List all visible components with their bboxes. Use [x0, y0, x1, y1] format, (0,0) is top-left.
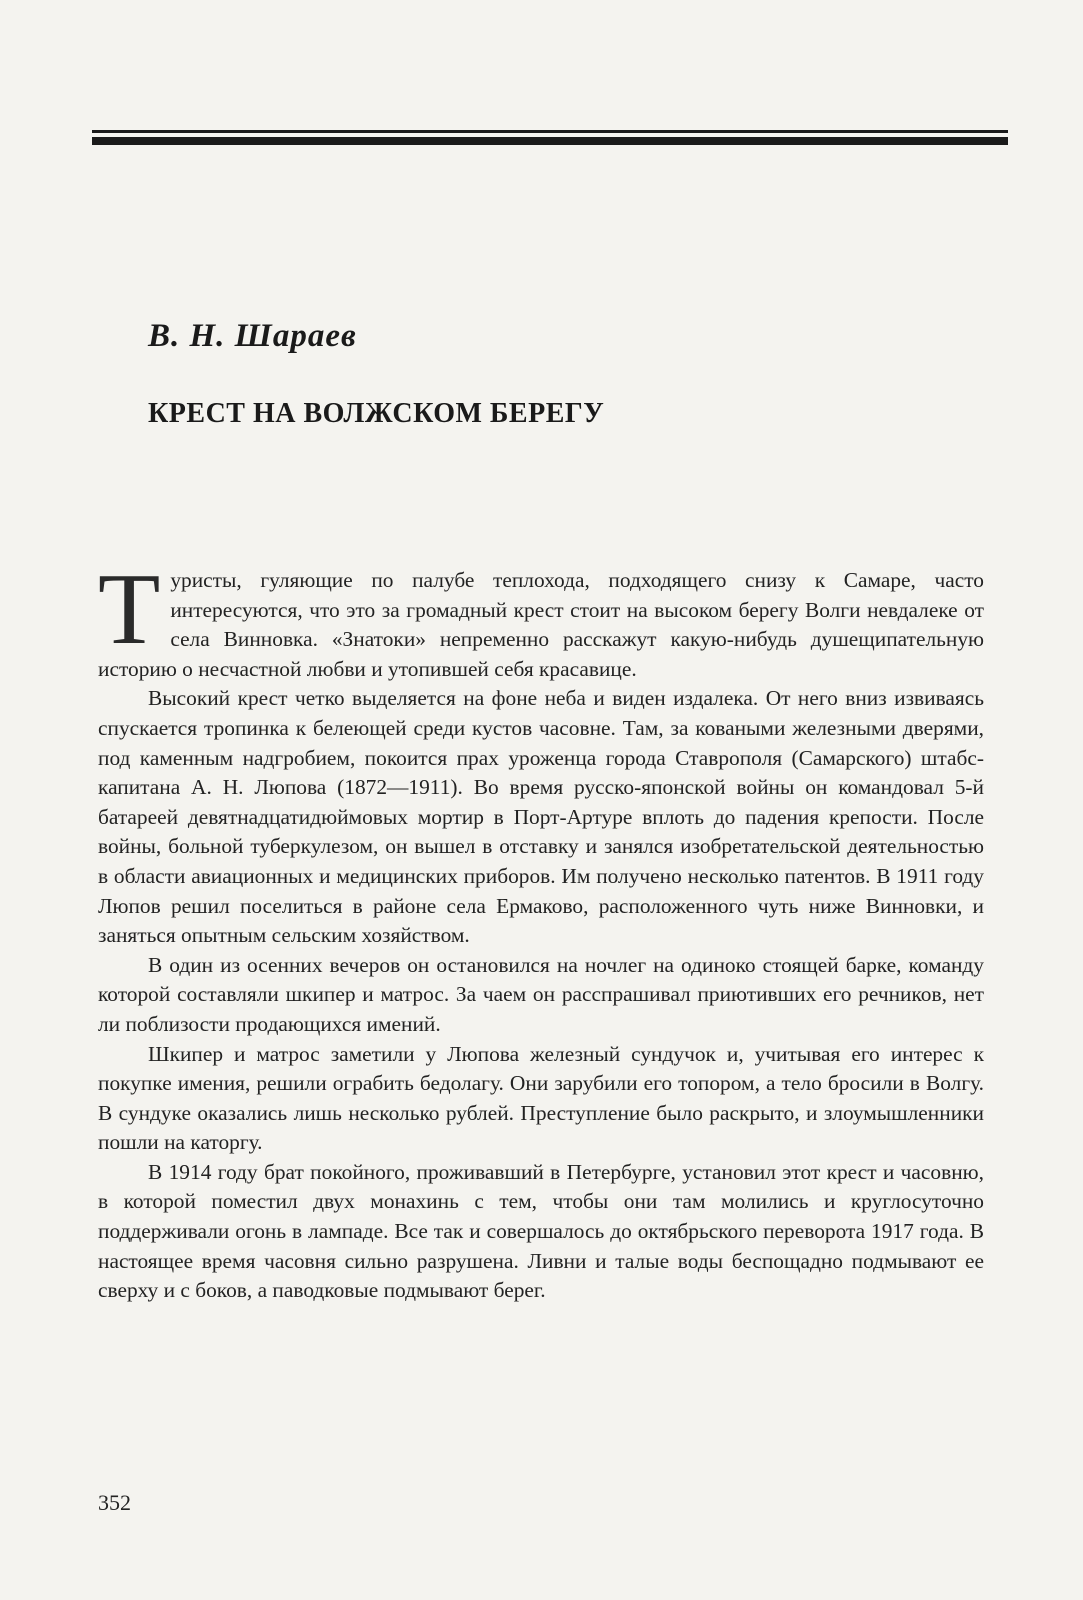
paragraph-2: Высокий крест четко выделяется на фоне неба и виден издалека. От него вниз извиваясь спускается тропинка к белеющей среди кустов часовне. Там, за коваными железными дверями, под каменным надгробием, покоится прах уроженца города Ставрополя (Самарского) штабс-капитана А. Н. Люпова (1872—1911). Во время русско-японской войны он командовал 5-й батареей девятнадцатидюймовых мортир в Порт-Артуре вплоть до падения крепости. После войны, больной туберкулезом, он вышел в отставку и занялся изобретательской деятельностью в области авиационных и медицинских приборов. Им получено несколько патентов. В 1911 году Люпов решил поселиться в районе села Ермаково, расположенного чуть ниже Винновки, и заняться опытным сельским хозяйством. — [98, 686, 984, 948]
paragraph-1-text: уристы, гуляющие по палубе теплохода, подходящего снизу к Самаре, часто интересуются, что это за громадный крест стоит на высоком берегу Волги невдалеке от села Винновка. «Знатоки» непременно расскажут какую-нибудь душещипательную историю о несчастной любви и утопившей себя красавице. — [98, 568, 984, 681]
drop-cap: Т — [98, 553, 161, 666]
header-rule-thin — [92, 130, 1008, 133]
article-title: КРЕСТ НА ВОЛЖСКОМ БЕРЕГУ — [148, 398, 605, 429]
paragraph-4: Шкипер и матрос заметили у Люпова железный сундучок и, учитывая его интерес к покупке имения, решили ограбить бедолагу. Они зарубили его топором, а тело бросили в Волгу. В сундуке оказались лишь несколько рублей. Преступление было раскрыто, и злоумышленники пошли на каторгу. — [98, 1041, 984, 1155]
page-number: 352 — [98, 1490, 131, 1515]
paragraph-1 — [98, 553, 984, 684]
paragraph-5: В 1914 году брат покойного, проживавший в Петербурге, установил этот крест и часовню, в которой поместил двух монахинь с тем, чтобы они там молились и круглосуточно поддерживали огонь в лампаде. Все так и совершалось до октябрьского переворота 1917 года. В настоящее время часовня сильно разрушена. Ливни и талые воды беспощадно подмывают ее сверху и с боков, а паводковые подмывают берег. — [98, 1159, 984, 1303]
article-author: В. Н. Шараев — [148, 318, 357, 354]
article-body — [98, 553, 984, 1306]
paragraph-3: В один из осенних вечеров он остановился на ночлег на одиноко стоящей барке, команду которой составляли шкипер и матрос. За чаем он расспрашивал приютивших его речников, нет ли поблизости продающихся имений. — [98, 952, 984, 1036]
header-rule-thick — [92, 137, 1008, 145]
